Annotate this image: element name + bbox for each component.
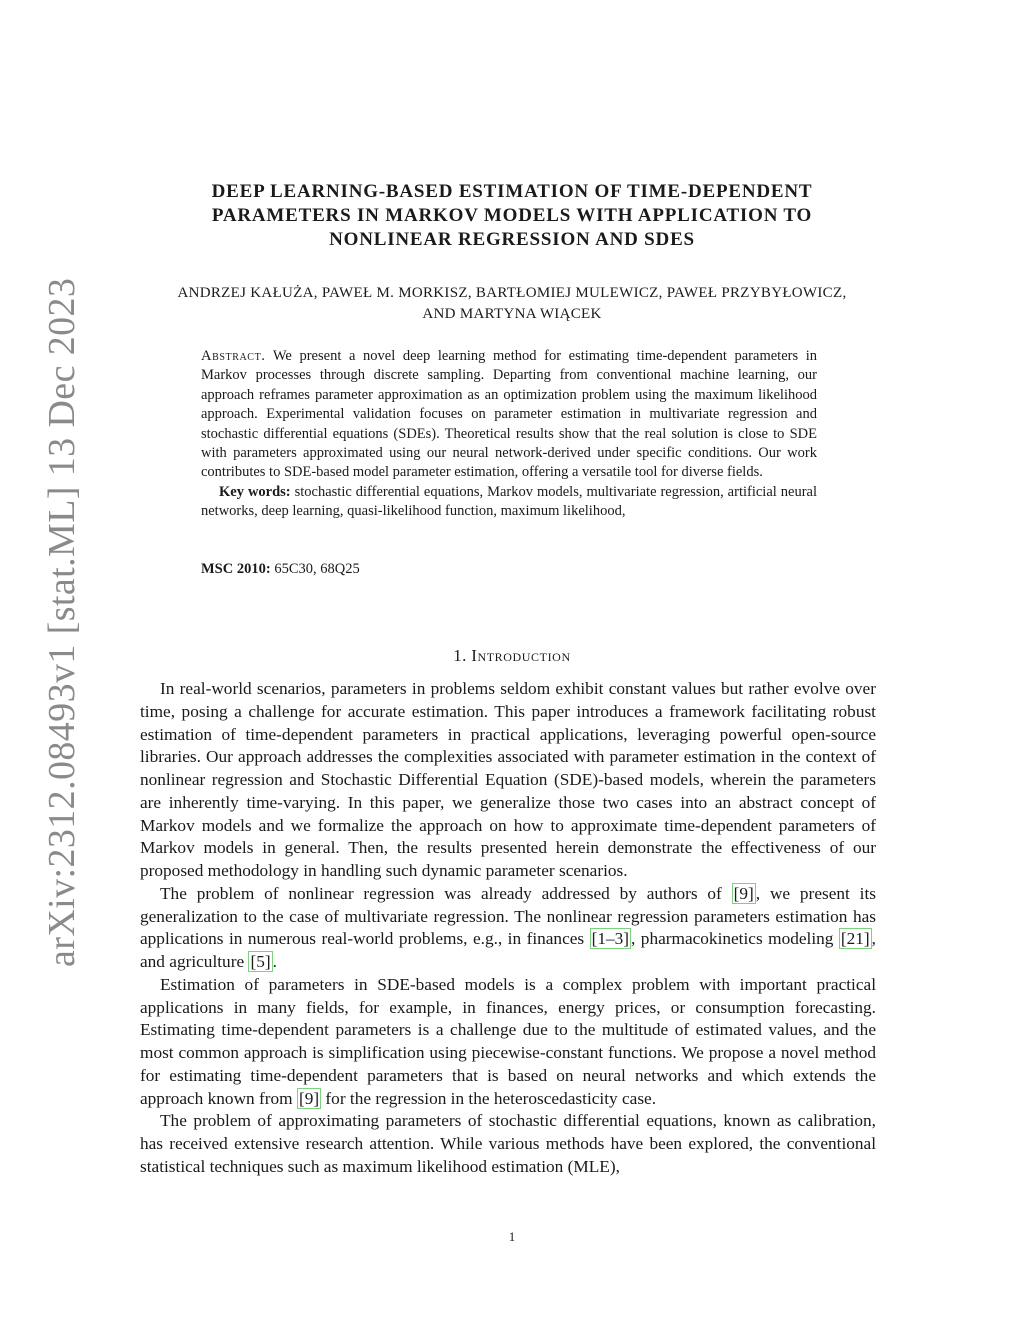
- abstract-paragraph: [201, 347, 817, 483]
- msc-codes: 65C30, 68Q25: [274, 561, 360, 577]
- title-line: DEEP LEARNING-BASED ESTIMATION OF TIME-DEPENDENT: [211, 181, 813, 202]
- keywords-heading: Key words:: [219, 483, 291, 500]
- citation-link[interactable]: [9]: [298, 1088, 320, 1108]
- citation-link[interactable]: [9]: [733, 883, 754, 903]
- abstract-text: We present a novel deep learning method for estimating time-dependent parameters in Markov processes through discrete sampling. Departing from conventional machine learning, our approach reframes parameter approximation as an optimization problem using the maximum likelihood approach. Experimental validation focuses on parameter estimation in multivariate regression and stochastic differential equations (SDEs). Theoretical results show that the real solution is close to SDE with parameters approximated using our neural network-derived under specific conditions. Our work contributes to SDE-based model parameter estimation, offering a versatile tool for diverse fields.: [201, 348, 817, 481]
- authors-line: AND MARTYNA WIĄCEK: [422, 306, 602, 322]
- abstract-heading: Abstract.: [201, 348, 266, 364]
- arxiv-identifier: arXiv:2312.08493v1 [stat.ML] 13 Dec 2023: [41, 277, 83, 967]
- paragraph-text: , we present its generalization to the case of multivariate regression. The nonlinear regression parameters estimation has applications in numerous real-world problems, e.g., in finances: [140, 883, 876, 949]
- abstract: [201, 347, 817, 522]
- msc-classification: [201, 561, 360, 578]
- section-heading: [140, 646, 884, 666]
- paragraph-text: .: [272, 952, 277, 971]
- citation-link[interactable]: [5]: [250, 952, 271, 971]
- paragraph: [140, 883, 876, 974]
- paragraph: [140, 974, 876, 1111]
- msc-heading: MSC 2010:: [201, 561, 271, 577]
- body-text: [140, 678, 876, 1179]
- citation-link[interactable]: [1–3]: [591, 929, 630, 949]
- paragraph-text: , pharmacokinetics modeling: [631, 929, 834, 949]
- paragraph-text: Estimation of parameters in SDE-based models is a complex problem with important practical applications in many fields, for example, in finances, energy prices, or consumption forecasting. Estimating time-dependent parameters is a challenge due to the multitude of estimated values, and the most common approach is simplification using piecewise-constant functions. We propose a novel method for estimating time-dependent parameters that is based on neural networks and which extends the approach known from: [140, 974, 876, 1108]
- paragraph-text: The problem of nonlinear regression was already addressed by authors of: [160, 883, 722, 903]
- section-number: 1.: [453, 646, 467, 665]
- keywords-text: stochastic differential equations, Markov models, multivariate regression, artificial neural networks, deep learning, quasi-likelihood function, maximum likelihood,: [201, 483, 817, 520]
- paragraph: In real-world scenarios, parameters in problems seldom exhibit constant values but rather evolve over time, posing a challenge for accurate estimation. This paper introduces a framework facilitating robust estimation of time-dependent parameters in practical applications, leveraging powerful open-source libraries. Our approach addresses the complexities associated with parameter estimation in the context of nonlinear regression and Stochastic Differential Equation (SDE)-based models, wherein the parameters are inherently time-varying. In this paper, we generalize those two cases into an abstract concept of Markov models and we formalize the approach on how to approximate time-dependent parameters of Markov models in general. Then, the results presented herein demonstrate the effectiveness of our proposed methodology in handling such dynamic parameter scenarios.: [140, 679, 876, 880]
- section-title: Introduction: [471, 646, 571, 665]
- author-list: [140, 283, 884, 325]
- paragraph: The problem of approximating parameters of stochastic differential equations, known as calibration, has received extensive research attention. While various methods have been explored, the conventional statistical techniques such as maximum likelihood estimation (MLE),: [140, 1111, 876, 1176]
- paper-title: [140, 180, 884, 252]
- keywords: [201, 483, 817, 522]
- page-number: 1: [508, 1229, 516, 1244]
- authors-line: ANDRZEJ KAŁUŻA, PAWEŁ M. MORKISZ, BARTŁOMIEJ MULEWICZ, PAWEŁ PRZYBYŁOWICZ,: [177, 285, 847, 301]
- citation-link[interactable]: [21]: [840, 929, 870, 949]
- title-line: PARAMETERS IN MARKOV MODELS WITH APPLICATION TO: [211, 205, 813, 226]
- paragraph-text: for the regression in the heteroscedasticity case.: [325, 1088, 657, 1108]
- paragraph-text: , and agriculture: [140, 929, 876, 971]
- title-line: NONLINEAR REGRESSION AND SDES: [329, 229, 695, 250]
